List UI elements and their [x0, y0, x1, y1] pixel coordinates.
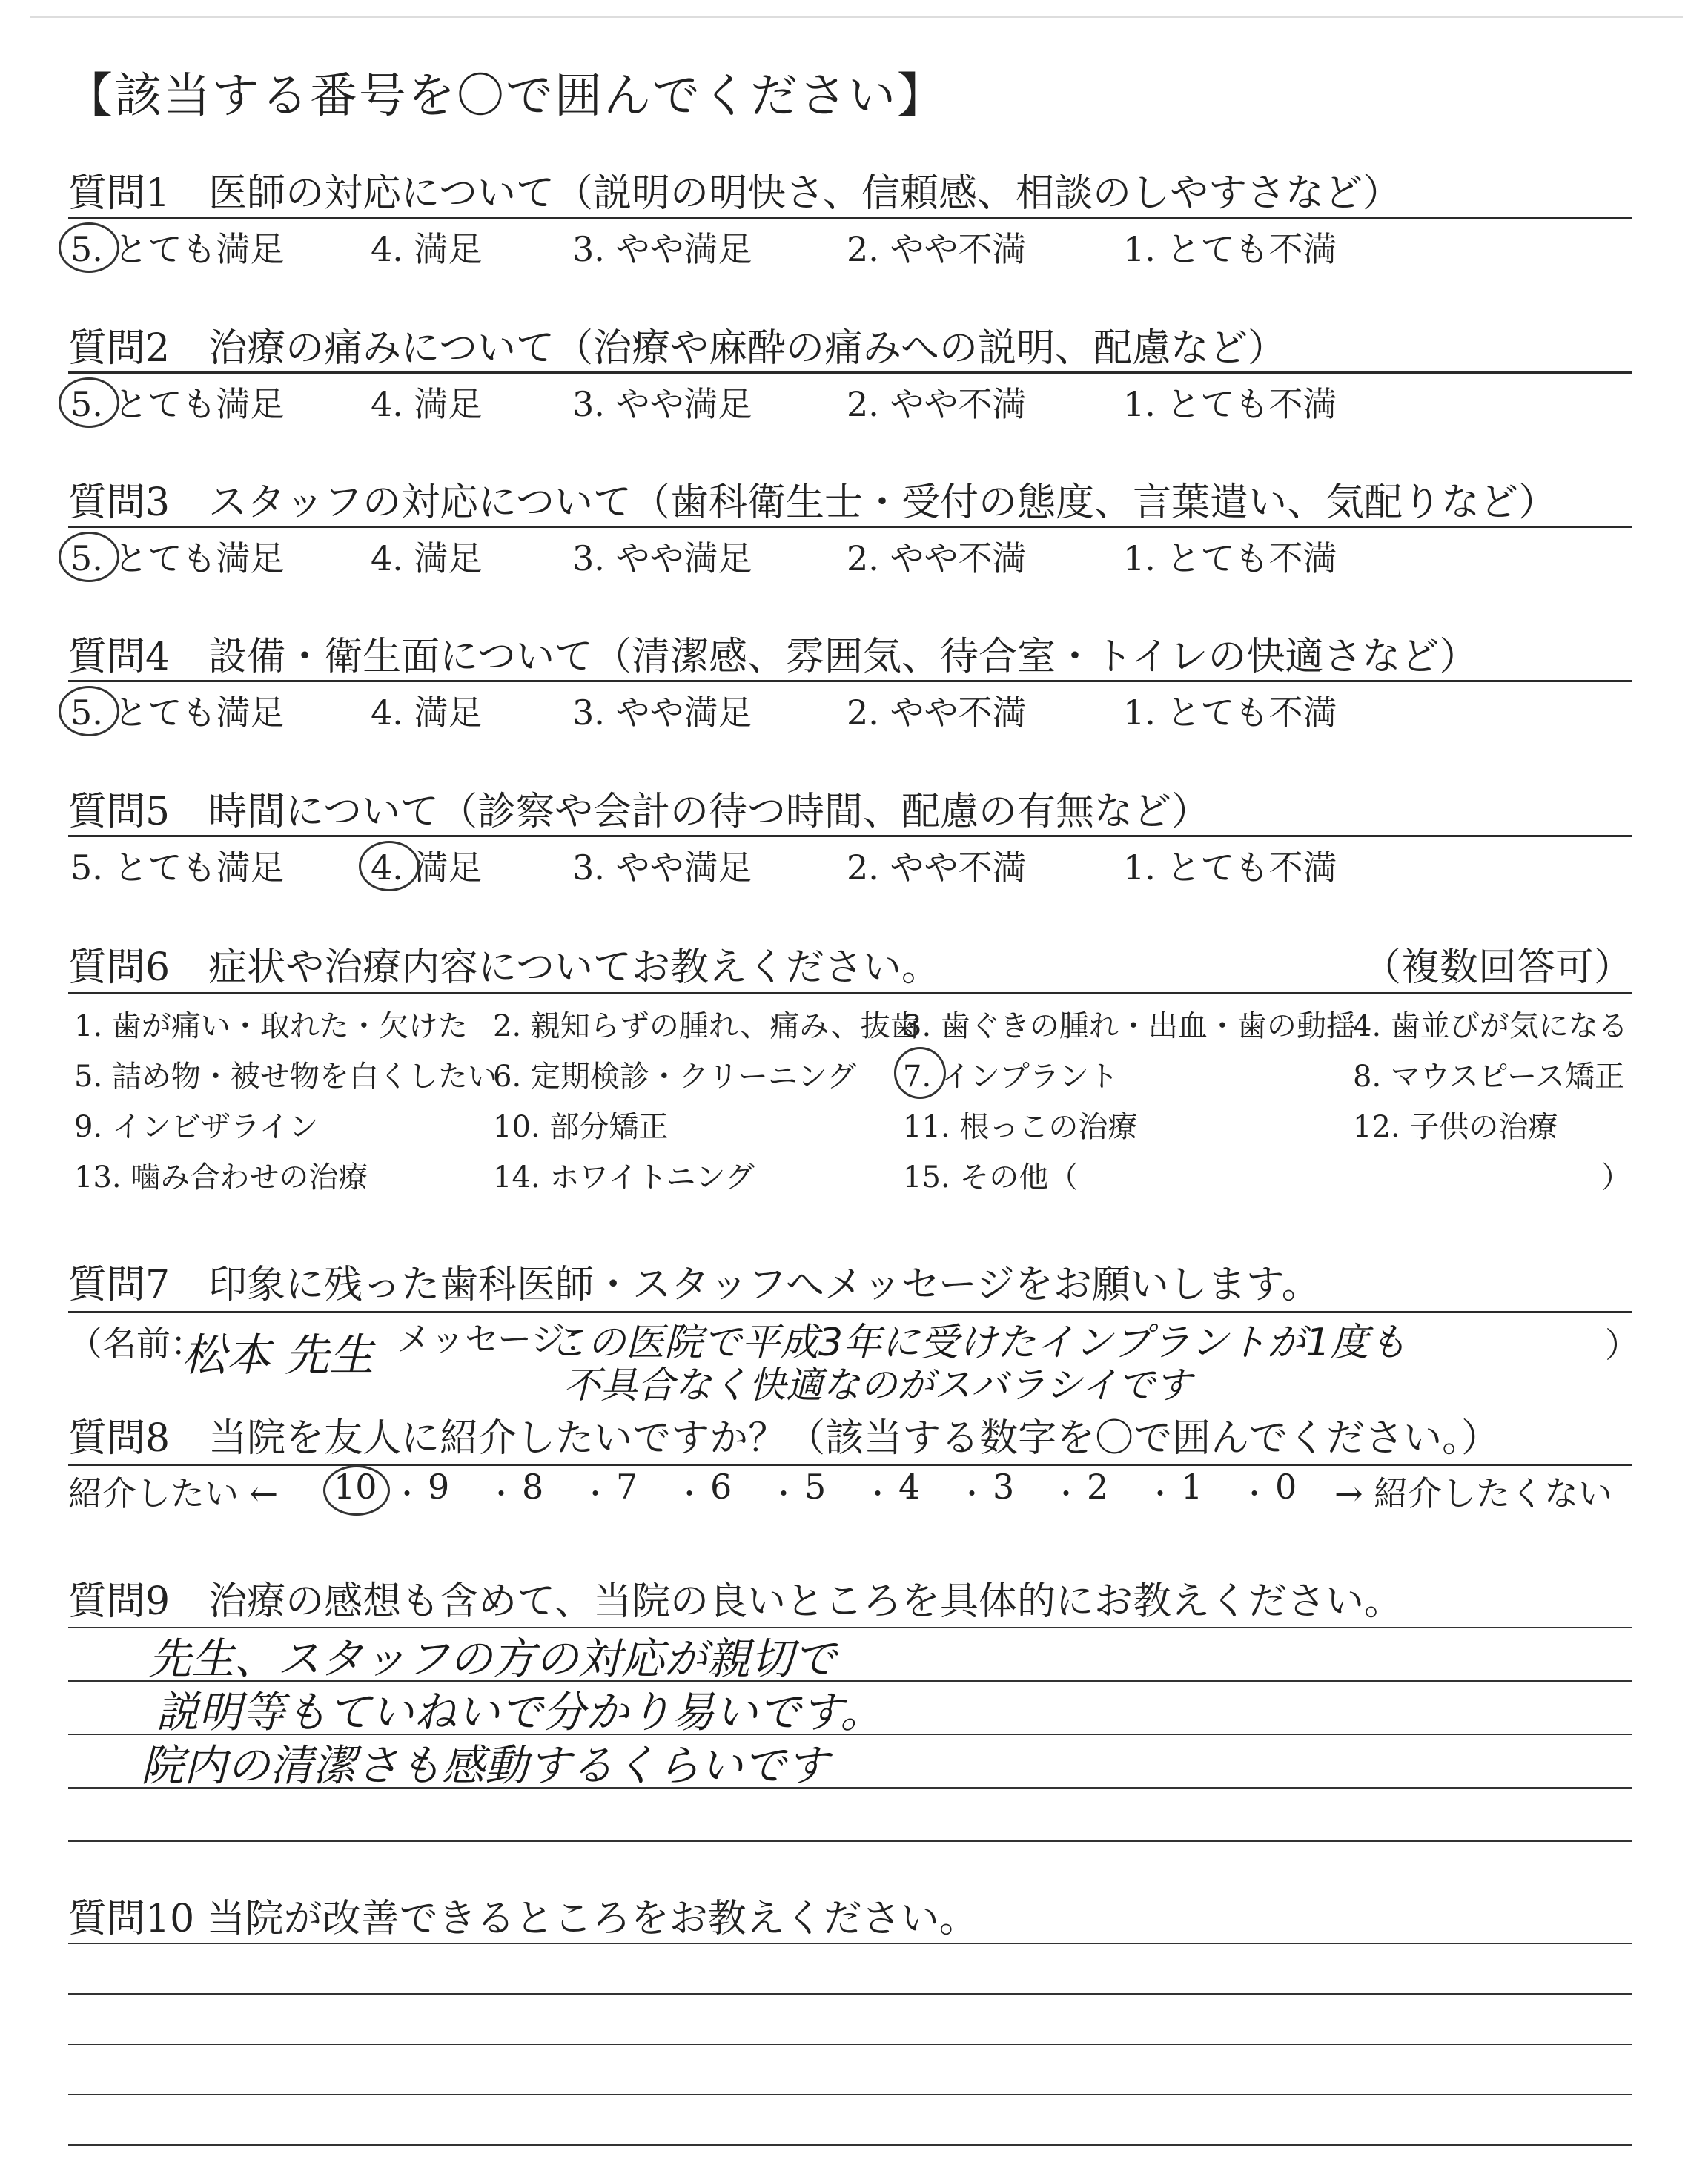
q6-option-4[interactable]: 4. 歯並びが気になる: [1353, 1009, 1628, 1043]
q5-label: 質問5 時間について（診察や会計の待つ時間、配慮の有無など）: [68, 790, 1211, 834]
q8-score-3[interactable]: 3: [993, 1467, 1015, 1507]
q4-selection-circle: [59, 686, 119, 736]
q6-option-8[interactable]: 8. マウスピース矯正: [1353, 1060, 1625, 1094]
q1-option-3[interactable]: 3. やや満足: [572, 229, 752, 269]
q4-option-4[interactable]: 4. 満足: [371, 693, 483, 733]
q8-separator-dot: ・: [1146, 1478, 1175, 1510]
q1-selection-circle: [59, 222, 119, 273]
q8-score-8[interactable]: 8: [522, 1467, 544, 1507]
q1-option-2[interactable]: 2. やや不満: [847, 229, 1027, 269]
q3-rule: [68, 526, 1632, 528]
q6-option-2[interactable]: 2. 親知らずの腫れ、痛み、抜歯: [493, 1009, 920, 1043]
q3-option-2[interactable]: 2. やや不満: [847, 538, 1027, 578]
q2-option-1[interactable]: 1. とても不満: [1123, 384, 1337, 424]
q10-line-5: [68, 2144, 1632, 2146]
q6-option-13[interactable]: 13. 噛み合わせの治療: [74, 1160, 368, 1195]
q8-separator-dot: ・: [1052, 1478, 1081, 1510]
q8-score-6[interactable]: 6: [710, 1467, 732, 1507]
q8-separator-dot: ・: [864, 1478, 893, 1510]
q6-option-1[interactable]: 1. 歯が痛い・取れた・欠けた: [74, 1009, 468, 1043]
q3-selection-circle: [59, 532, 119, 582]
q5-option-4[interactable]: 4. 満足: [371, 848, 483, 888]
q8-separator-dot: ・: [581, 1478, 610, 1510]
scan-edge: [30, 16, 1683, 18]
q8-score-1[interactable]: 1: [1181, 1467, 1203, 1507]
q6-option-10[interactable]: 10. 部分矯正: [493, 1110, 669, 1144]
q8-separator-dot: ・: [675, 1478, 704, 1510]
q4-option-5[interactable]: 5. とても満足: [70, 693, 285, 733]
q10-label: 質問10 当院が改善できるところをお教えください。: [68, 1897, 978, 1941]
q6-option-12[interactable]: 12. 子供の治療: [1353, 1110, 1558, 1144]
q6-rule: [68, 992, 1632, 994]
q9-answer-2[interactable]: 説明等もていねいで分かり易いです。: [156, 1687, 884, 1737]
q10-line-4: [68, 2094, 1632, 2095]
q6-selection-circle: [894, 1047, 946, 1099]
q6-option-6[interactable]: 6. 定期検診・クリーニング: [493, 1060, 857, 1094]
q2-option-2[interactable]: 2. やや不満: [847, 384, 1027, 424]
q8-separator-dot: ・: [769, 1478, 798, 1510]
q6-other-close: ）: [1601, 1160, 1631, 1195]
q7-name-label: （名前：: [68, 1324, 205, 1364]
q1-label: 質問1 医師の対応について（説明の明快さ、信頼感、相談のしやすさなど）: [68, 171, 1401, 216]
q5-rule: [68, 835, 1632, 837]
q5-option-1[interactable]: 1. とても不満: [1123, 848, 1337, 888]
q5-option-2[interactable]: 2. やや不満: [847, 848, 1027, 888]
q7-label: 質問7 印象に残った歯科医師・スタッフへメッセージをお願いします。: [68, 1263, 1320, 1307]
q8-score-10[interactable]: 10: [334, 1467, 377, 1507]
q5-option-3[interactable]: 3. やや満足: [572, 848, 752, 888]
q8-left-label: 紹介したい ←: [68, 1473, 279, 1513]
q8-separator-dot: ・: [1240, 1478, 1269, 1510]
q7-name-value[interactable]: 松本 先生: [182, 1330, 374, 1381]
q6-option-9[interactable]: 9. インビザライン: [74, 1110, 319, 1144]
q7-message-label: メッセージ：: [397, 1319, 600, 1359]
q6-option-14[interactable]: 14. ホワイトニング: [493, 1160, 755, 1195]
q3-option-5[interactable]: 5. とても満足: [70, 538, 285, 578]
q6-note: （複数回答可）: [1363, 945, 1633, 990]
q8-score-0[interactable]: 0: [1275, 1467, 1297, 1507]
q5-option-5[interactable]: 5. とても満足: [70, 848, 285, 888]
q4-option-2[interactable]: 2. やや不満: [847, 693, 1027, 733]
q9-answer-1[interactable]: 先生、スタッフの方の対応が親切で: [148, 1634, 837, 1684]
q4-option-1[interactable]: 1. とても不満: [1123, 693, 1337, 733]
q10-line-2: [68, 1993, 1632, 1995]
q6-option-5[interactable]: 5. 詰め物・被せ物を白くしたい: [74, 1060, 497, 1094]
q1-option-1[interactable]: 1. とても不満: [1123, 229, 1337, 269]
q6-option-7[interactable]: 7. インプラント: [903, 1060, 1119, 1094]
q6-label: 質問6 症状や治療内容についてお教えください。: [68, 945, 941, 990]
q2-rule: [68, 371, 1632, 374]
q8-score-5[interactable]: 5: [804, 1467, 827, 1507]
q5-selection-circle: [359, 841, 420, 891]
q9-label: 質問9 治療の感想も含めて、当院の良いところを具体的にお教えください。: [68, 1579, 1403, 1624]
q8-score-7[interactable]: 7: [616, 1467, 638, 1507]
q9-answer-3[interactable]: 院内の清潔さも感動するくらいです: [141, 1740, 830, 1791]
q9-line-5: [68, 1840, 1632, 1842]
q3-option-1[interactable]: 1. とても不満: [1123, 538, 1337, 578]
q3-option-3[interactable]: 3. やや満足: [572, 538, 752, 578]
q4-option-3[interactable]: 3. やや満足: [572, 693, 752, 733]
q8-right-label: → 紹介したくない: [1334, 1473, 1613, 1513]
q7-message-line1[interactable]: この医院で平成3年に受けたインプラントが1度も: [549, 1321, 1408, 1365]
q2-option-3[interactable]: 3. やや満足: [572, 384, 752, 424]
q8-score-2[interactable]: 2: [1087, 1467, 1109, 1507]
q3-option-4[interactable]: 4. 満足: [371, 538, 483, 578]
q3-label: 質問3 スタッフの対応について（歯科衛生士・受付の態度、言葉遣い、気配りなど）: [68, 480, 1558, 525]
q10-line-3: [68, 2044, 1632, 2045]
q4-rule: [68, 680, 1632, 682]
q7-close: ）: [1605, 1325, 1639, 1365]
q1-rule: [68, 217, 1632, 219]
q8-separator-dot: ・: [487, 1478, 516, 1510]
q1-option-5[interactable]: 5. とても満足: [70, 229, 285, 269]
q6-option-11[interactable]: 11. 根っこの治療: [903, 1110, 1138, 1144]
q8-separator-dot: ・: [393, 1478, 422, 1510]
q7-message-line2[interactable]: 不具合なく快適なのがスバラシイです: [563, 1364, 1192, 1407]
q2-option-5[interactable]: 5. とても満足: [70, 384, 285, 424]
q2-selection-circle: [59, 377, 119, 428]
q8-rule: [68, 1464, 1632, 1466]
q8-score-9[interactable]: 9: [428, 1467, 450, 1507]
q2-label: 質問2 治療の痛みについて（治療や麻酔の痛みへの説明、配慮など）: [68, 326, 1287, 371]
q8-selection-circle: [323, 1465, 390, 1516]
q8-score-4[interactable]: 4: [898, 1467, 921, 1507]
q2-option-4[interactable]: 4. 満足: [371, 384, 483, 424]
q4-label: 質問4 設備・衛生面について（清潔感、雰囲気、待合室・トイレの快適さなど）: [68, 635, 1478, 679]
q8-separator-dot: ・: [958, 1478, 987, 1510]
q10-line-1: [68, 1943, 1632, 1944]
q6-option-15[interactable]: 15. その他（: [903, 1160, 1079, 1195]
q8-label: 質問8 当院を友人に紹介したいですか？（該当する数字を〇で囲んでください。）: [68, 1416, 1500, 1461]
q1-option-4[interactable]: 4. 満足: [371, 229, 483, 269]
q6-option-3[interactable]: 3. 歯ぐきの腫れ・出血・歯の動揺: [903, 1009, 1356, 1043]
page-title: 【該当する番号を〇で囲んでください】: [65, 69, 946, 124]
